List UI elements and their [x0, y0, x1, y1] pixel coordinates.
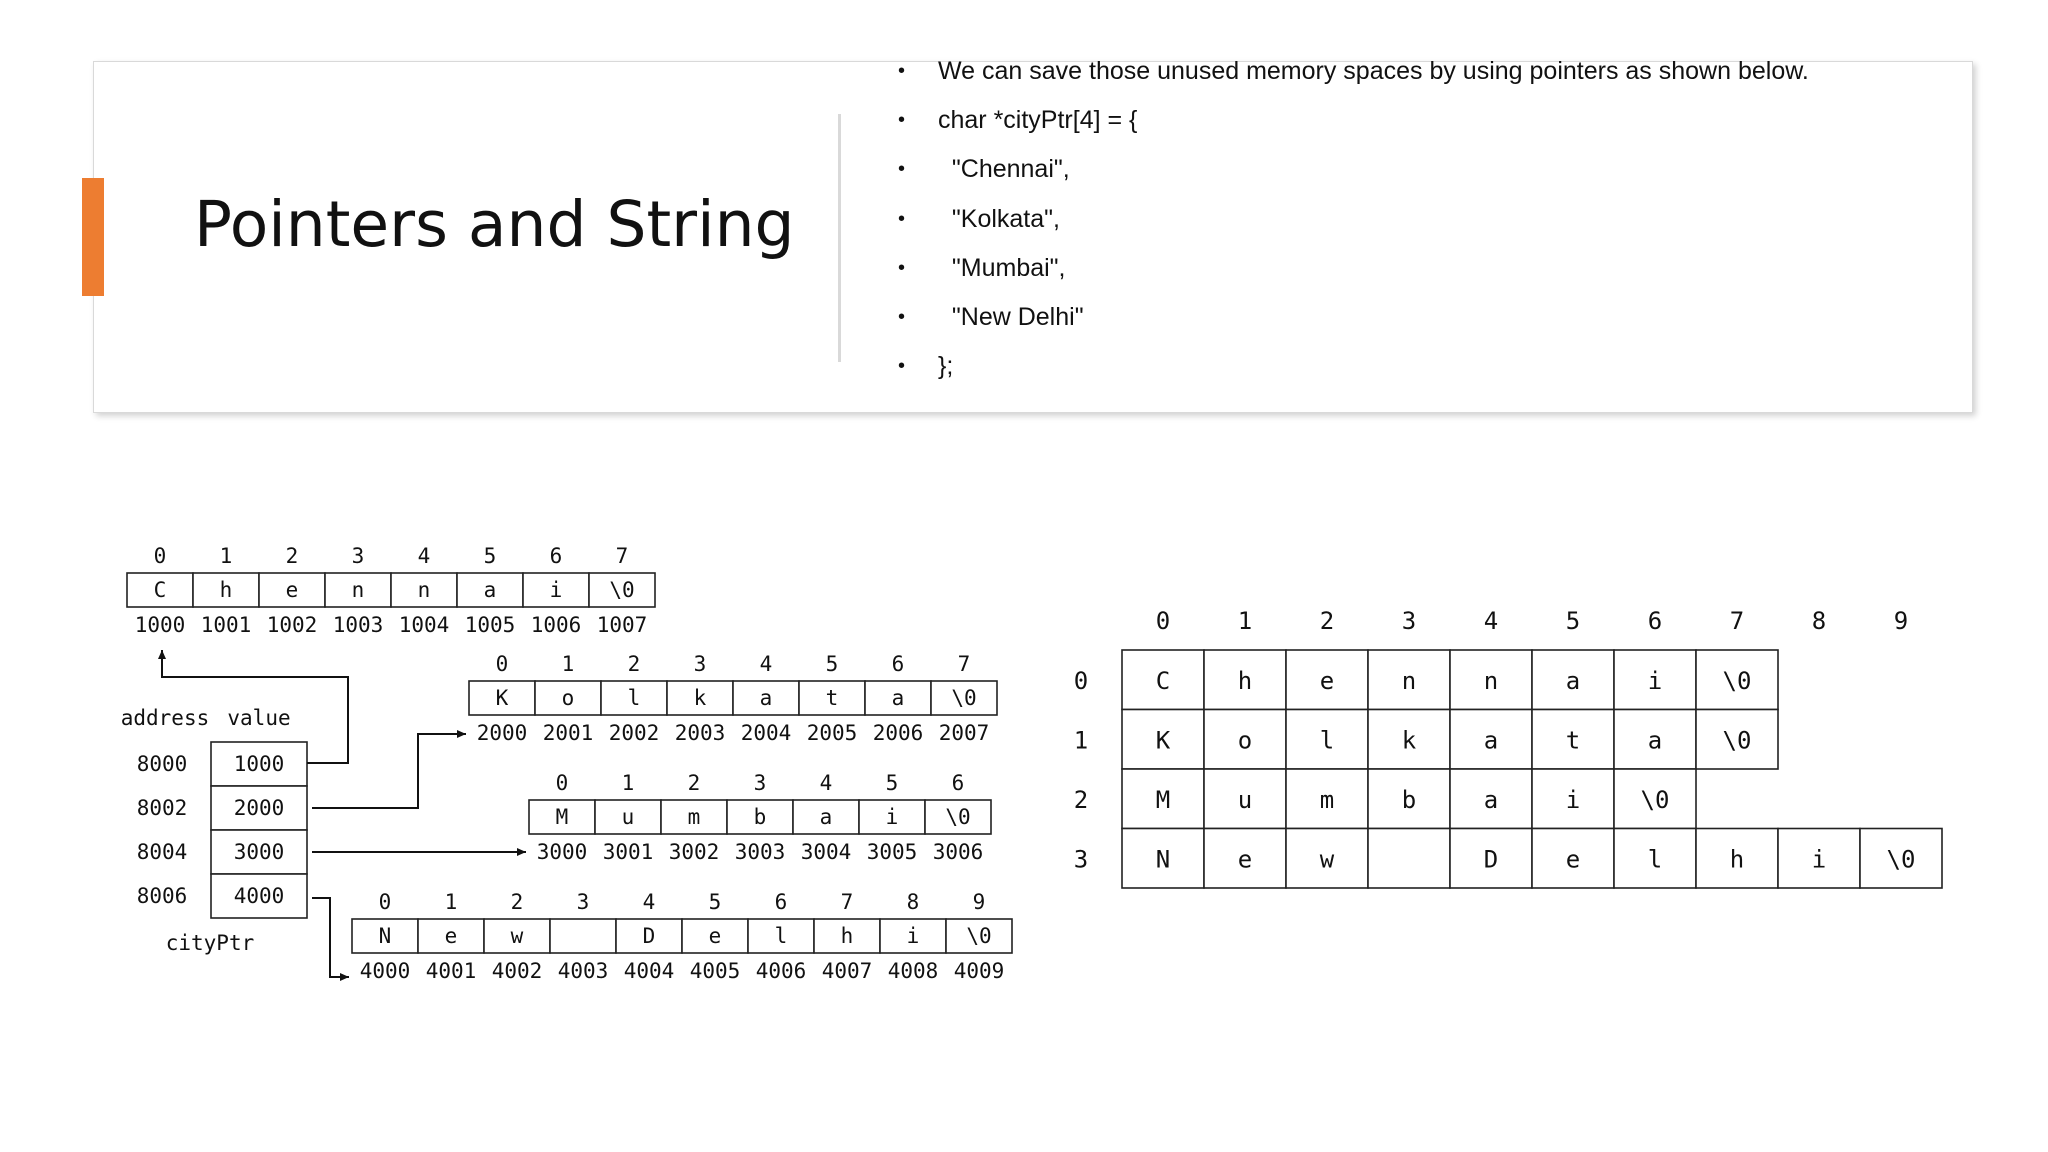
grid-char: n	[1483, 666, 1499, 695]
char-value: \0	[966, 924, 992, 948]
index-label: 3	[351, 544, 365, 568]
pointer-address: 8002	[136, 796, 188, 820]
index-label: 5	[483, 544, 497, 568]
address-label: 3001	[602, 840, 654, 864]
column-header: 1	[1237, 607, 1253, 635]
char-value: n	[417, 578, 431, 602]
address-label: 1006	[530, 613, 582, 637]
address-label: 3003	[734, 840, 786, 864]
address-label: 4005	[689, 959, 741, 983]
address-label: 3000	[536, 840, 588, 864]
address-label: 3006	[932, 840, 984, 864]
address-label: 3002	[668, 840, 720, 864]
bullet-dot: •	[898, 207, 906, 230]
bullet-text: char *cityPtr[4] = {	[938, 106, 1138, 135]
char-value: a	[819, 805, 833, 829]
column-header: 8	[1811, 607, 1827, 635]
char-value: D	[642, 924, 656, 948]
grid-char: D	[1483, 845, 1499, 874]
grid-char: a	[1483, 726, 1499, 755]
column-header: 3	[1401, 607, 1417, 635]
char-value: o	[561, 686, 575, 710]
char-value: h	[219, 578, 233, 602]
index-label: 1	[444, 890, 458, 914]
index-label: 1	[621, 771, 635, 795]
index-label: 5	[885, 771, 899, 795]
address-label: 4009	[953, 959, 1005, 983]
column-header: 5	[1565, 607, 1581, 635]
address-label: 1002	[266, 613, 318, 637]
address-label: 2003	[674, 721, 726, 745]
address-label: 4007	[821, 959, 873, 983]
char-value: l	[774, 924, 788, 948]
index-label: 4	[759, 652, 773, 676]
index-label: 0	[153, 544, 167, 568]
grid-char: \0	[1640, 785, 1670, 814]
index-label: 8	[906, 890, 920, 914]
address-label: 2007	[938, 721, 990, 745]
column-header: 7	[1729, 607, 1745, 635]
address-label: 1004	[398, 613, 450, 637]
address-label: 2001	[542, 721, 594, 745]
bullet-dot: •	[898, 60, 906, 82]
grid-char: i	[1811, 845, 1827, 874]
grid-char: M	[1155, 785, 1171, 814]
grid-char: i	[1647, 666, 1663, 695]
char-value: l	[627, 686, 641, 710]
pointer-value: 4000	[233, 884, 285, 908]
column-header: 9	[1893, 607, 1909, 635]
row-header: 0	[1073, 666, 1089, 695]
pointer-value: 3000	[233, 840, 285, 864]
index-label: 2	[285, 544, 299, 568]
bullet-dot: •	[898, 305, 906, 328]
char-value: h	[840, 924, 854, 948]
pointer-address: 8006	[136, 884, 188, 908]
char-value: w	[510, 924, 524, 948]
grid-char: C	[1155, 666, 1171, 695]
index-label: 4	[417, 544, 431, 568]
address-label: 2004	[740, 721, 792, 745]
grid-char: t	[1565, 726, 1581, 755]
grid-char: m	[1319, 785, 1335, 814]
bullet-text: "Chennai",	[938, 155, 1070, 184]
char-value: m	[687, 805, 701, 829]
index-label: 5	[825, 652, 839, 676]
grid-char: \0	[1722, 666, 1752, 695]
char-value: a	[759, 686, 773, 710]
grid-char: a	[1483, 785, 1499, 814]
bullet-text: We can save those unused memory spaces by using pointers as shown below.	[938, 57, 1809, 85]
grid-char: e	[1237, 845, 1253, 874]
grid-char: o	[1237, 726, 1253, 755]
column-header: 6	[1647, 607, 1663, 635]
grid-char: \0	[1722, 726, 1752, 755]
bullet-text: "Mumbai",	[938, 253, 1066, 282]
char-value: N	[378, 924, 392, 948]
pointer-value: 2000	[233, 796, 285, 820]
index-label: 9	[972, 890, 986, 914]
pointer-value: 1000	[233, 752, 285, 776]
bullet-text: "Kolkata",	[938, 204, 1060, 233]
char-value: i	[906, 924, 920, 948]
bullet-text: "New Delhi"	[938, 302, 1084, 331]
index-label: 7	[615, 544, 629, 568]
char-value: a	[483, 578, 497, 602]
address-label: 3004	[800, 840, 852, 864]
grid-char: k	[1401, 726, 1417, 755]
index-label: 6	[951, 771, 965, 795]
index-label: 3	[576, 890, 590, 914]
char-value: e	[285, 578, 299, 602]
row-header: 1	[1073, 726, 1089, 755]
address-label: 1001	[200, 613, 252, 637]
address-header: address	[120, 706, 210, 730]
index-label: 0	[378, 890, 392, 914]
address-label: 1003	[332, 613, 384, 637]
address-label: 4004	[623, 959, 675, 983]
address-label: 4001	[425, 959, 477, 983]
address-label: 2006	[872, 721, 924, 745]
bullet-dot: •	[898, 355, 906, 378]
address-label: 4008	[887, 959, 939, 983]
grid-char: a	[1565, 666, 1581, 695]
index-label: 1	[219, 544, 233, 568]
char-value: i	[885, 805, 899, 829]
index-label: 6	[774, 890, 788, 914]
index-label: 3	[693, 652, 707, 676]
index-label: 0	[495, 652, 509, 676]
value-header: value	[227, 706, 291, 730]
char-value: \0	[951, 686, 977, 710]
grid-char: w	[1319, 845, 1335, 874]
char-value: i	[549, 578, 563, 602]
grid-char: u	[1237, 785, 1253, 814]
index-label: 2	[627, 652, 641, 676]
index-label: 7	[957, 652, 971, 676]
address-label: 1007	[596, 613, 648, 637]
char-value: M	[555, 805, 569, 829]
bullet-dot: •	[898, 158, 906, 181]
column-header: 0	[1155, 607, 1171, 635]
grid-char: l	[1319, 726, 1335, 755]
pointer-address: 8004	[136, 840, 188, 864]
index-label: 7	[840, 890, 854, 914]
index-label: 6	[891, 652, 905, 676]
grid-char: l	[1647, 845, 1663, 874]
grid-char: h	[1729, 845, 1745, 874]
bullet-text: };	[938, 352, 954, 381]
address-label: 4006	[755, 959, 807, 983]
address-label: 2002	[608, 721, 660, 745]
address-label: 4000	[359, 959, 411, 983]
char-value: e	[444, 924, 458, 948]
grid-char: K	[1155, 726, 1171, 755]
char-value: b	[753, 805, 767, 829]
index-label: 4	[819, 771, 833, 795]
address-label: 3005	[866, 840, 918, 864]
index-label: 6	[549, 544, 563, 568]
index-label: 2	[687, 771, 701, 795]
char-value: t	[825, 686, 839, 710]
grid-cell	[1368, 829, 1450, 889]
pointer-address: 8000	[136, 752, 188, 776]
row-header: 3	[1073, 845, 1089, 874]
column-header: 4	[1483, 607, 1499, 635]
index-label: 4	[642, 890, 656, 914]
array-name-label: cityPtr	[165, 931, 255, 955]
bullet-dot: •	[898, 109, 906, 132]
grid-char: h	[1237, 666, 1253, 695]
char-value: n	[351, 578, 365, 602]
address-label: 4002	[491, 959, 543, 983]
column-header: 2	[1319, 607, 1335, 635]
char-value: \0	[945, 805, 971, 829]
char-value: \0	[609, 578, 635, 602]
grid-char: i	[1565, 785, 1581, 814]
address-label: 1000	[134, 613, 186, 637]
char-value: k	[693, 686, 707, 710]
address-label: 1005	[464, 613, 516, 637]
grid-char: N	[1155, 845, 1171, 874]
address-label: 2005	[806, 721, 858, 745]
index-label: 5	[708, 890, 722, 914]
grid-char: \0	[1886, 845, 1916, 874]
index-label: 3	[753, 771, 767, 795]
row-header: 2	[1073, 785, 1089, 814]
char-value: e	[708, 924, 722, 948]
slide-title: Pointers and String	[194, 188, 795, 261]
bullet-dot: •	[898, 256, 906, 279]
index-label: 0	[555, 771, 569, 795]
grid-char: n	[1401, 666, 1417, 695]
grid-char: b	[1401, 785, 1417, 814]
address-label: 4003	[557, 959, 609, 983]
index-label: 2	[510, 890, 524, 914]
index-label: 1	[561, 652, 575, 676]
grid-char: e	[1319, 666, 1335, 695]
char-value: C	[153, 578, 167, 602]
char-value: K	[495, 686, 509, 710]
grid-char: a	[1647, 726, 1663, 755]
grid-char: e	[1565, 845, 1581, 874]
address-label: 2000	[476, 721, 528, 745]
char-value: u	[621, 805, 635, 829]
char-value: a	[891, 686, 905, 710]
